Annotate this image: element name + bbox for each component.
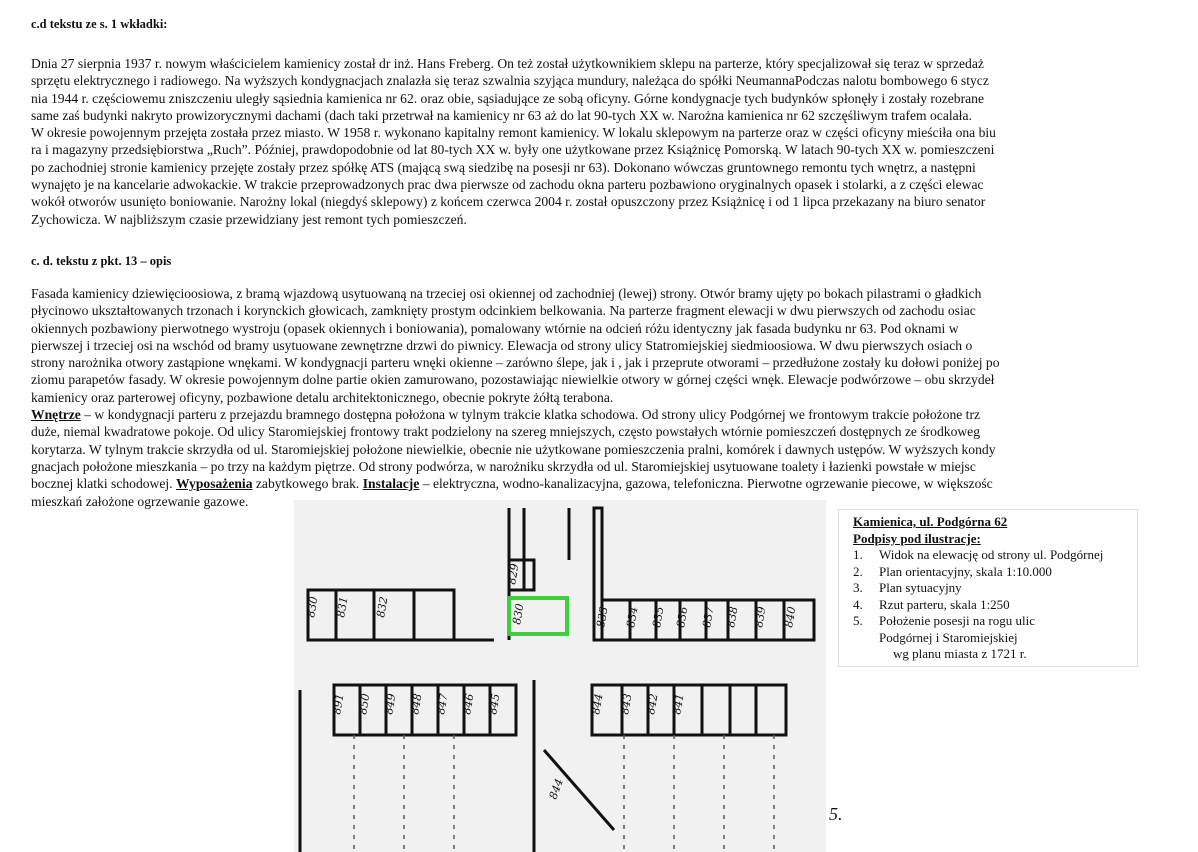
lot-number: 844 bbox=[546, 776, 567, 802]
label-wyposazenia: Wyposażenia bbox=[175, 476, 253, 492]
lot-number: 838 bbox=[724, 605, 741, 629]
historic-city-plan-map bbox=[294, 500, 826, 852]
lot-number: 891 bbox=[330, 692, 347, 716]
lot-number: 850 bbox=[356, 692, 373, 716]
text-line: pierwszej i trzeciej osi na wschód od bramy usytuowane zewnętrzne drzwi do piwnicy. Elewacja od strony ulicy Statromiejskiej siedmioosiowa. W dwu pierwszych osiach o bbox=[31, 337, 973, 353]
lot-number: 830 bbox=[304, 595, 321, 619]
caption-item-continuation: Podgórnej i Staromiejskiej bbox=[879, 629, 1018, 645]
figure-number: 5. bbox=[829, 804, 843, 824]
section-heading-continuation-2: c. d. tekstu z pkt. 13 – opis bbox=[31, 254, 172, 268]
lot-number: 848 bbox=[408, 692, 425, 716]
caption-item: 2. Plan orientacyjny, skala 1:10.000 bbox=[853, 563, 1052, 579]
lot-number: 834 bbox=[624, 605, 641, 629]
text-line: Dnia 27 sierpnia 1937 r. nowym właścicielem kamienicy został dr inż. Hans Freberg. On też został użytkownikiem sklepu na parterze, który specjalizował się teraz w sprzedaż bbox=[31, 56, 984, 71]
lot-number: 835 bbox=[650, 605, 667, 629]
lot-number: 843 bbox=[618, 692, 635, 716]
text-line: wynajęto je na kancelarie adwokackie. W trakcie przeprowadzonych prac dwa pierwsze od zachodu okna parteru pozbawiono oryginalnych opasek i stolarki, a z części elewac bbox=[31, 177, 984, 193]
history-paragraph bbox=[31, 55, 996, 228]
lot-number: 846 bbox=[460, 692, 477, 716]
text-line: mieszkań założone ogrzewanie gazowe. bbox=[31, 493, 249, 509]
caption-item: 5. Położenie posesji na rogu ulic bbox=[853, 613, 1035, 628]
text-line: ra i magazyny przedsiębiorstwa „Ruch”. Później, prawdopodobnie od lat 80-tych XX w. były one użytkowane przez Książnicę Pomorską. W latach 90-tych XX w. pomieszczeni bbox=[31, 142, 995, 158]
text-line: po zachodniej stronie kamienicy przejęte zostały przez spółkę ATS (mającą swą siedzibę na posesji nr 63). Dokonano wówczas gruntownego remontu tych wnętrz, a następni bbox=[31, 159, 976, 175]
lot-number: 841 bbox=[670, 692, 687, 716]
lot-number: 844 bbox=[589, 692, 606, 716]
lot-number: 832 bbox=[374, 595, 391, 619]
map-drawing bbox=[294, 500, 826, 852]
description-paragraph bbox=[31, 285, 1000, 510]
text-line: duże, niemal kwadratowe pokoje. Od ulicy Staromiejskiej frontowy trakt podzielony na szereg mniejszych, często powstałych wtórnie pomieszczeń dostępnych ze środkoweg bbox=[31, 424, 981, 440]
text-line: bocznej klatki schodowej. Wyposażenia zabytkowego brak. Instalacje – elektryczna, wodno-kanalizacyjna, gazowa, telefoniczna. Pierwotne ogrzewanie piecowe, w większośc bbox=[31, 476, 993, 492]
text-line: Wnętrze – w kondygnacji parteru z przejazdu bramnego dostępna położona w tylnym trakcie klatka schodowa. Od strony ulicy Podgórnej we frontowym trakcie położone trz bbox=[31, 407, 981, 423]
lot-number: 837 bbox=[700, 605, 717, 629]
lot-number: 847 bbox=[434, 692, 451, 716]
text-line: nia 1944 r. częściowemu zniszczeniu uległy sąsiednia kamienica nr 62. oraz obie, sąsiadujące ze sobą oficyny. Górne kondygnacje tych budynków spłonęły i zostały rozebrane bbox=[31, 90, 984, 106]
text-line: wokół otworów usunięto boniowanie. Narożny lokal (niegdyś sklepowy) z końcem czerwca 2004 r. został opuszczony przez Książnicę i od 1 lipca przekazany na biuro senator bbox=[31, 194, 986, 210]
text-line: same zaś budynki nakryto prowizorycznymi dachami (dach taki przetrwał na kamienicy nr 63 aż do lat 90-tych XX w. Narożna kamienica nr 62 szczęśliwym trafem ocalała. bbox=[31, 107, 972, 123]
label-instalacje: Instalacje bbox=[362, 476, 420, 492]
text-line: ziomu parapetów fasady. W okresie powojennym dolne partie okien zamurowano, pozostawiając niewielkie otwory w górnej części wnęk. Elewacje podwórzowe – obu skrzydeł bbox=[31, 372, 995, 388]
lot-number: 829 bbox=[505, 562, 522, 586]
lot-number: 845 bbox=[486, 692, 503, 716]
lot-number: 840 bbox=[782, 605, 799, 629]
text-line: kamienicy oraz parterowej oficyny, pozbawione detalu architektonicznego, obecnie pokryte żółtą terabona. bbox=[31, 389, 614, 405]
caption-subtitle: Podpisy pod ilustracje: bbox=[853, 530, 981, 546]
caption-item-continuation: wg planu miasta z 1721 r. bbox=[893, 646, 1027, 661]
lot-number: 849 bbox=[382, 692, 399, 716]
illustration-captions-box bbox=[838, 509, 1138, 667]
label-wnetrze: Wnętrze bbox=[31, 407, 81, 423]
lot-number: 842 bbox=[644, 692, 661, 716]
lot-number: 839 bbox=[752, 605, 769, 629]
text-line: W okresie powojennym przejęta została przez miasto. W 1958 r. wykonano kapitalny remont kamienicy. W lokalu sklepowym na parterze oraz w części oficyny mieściła ona biu bbox=[31, 125, 996, 141]
lot-number: 833 bbox=[594, 605, 611, 629]
text-line: Zychowicza. W najbliższym czasie przewidziany jest remont tych pomieszczeń. bbox=[31, 211, 467, 227]
caption-list bbox=[853, 547, 1131, 663]
caption-item: 4. Rzut parteru, skala 1:250 bbox=[853, 596, 1010, 612]
caption-item: 3. Plan sytuacyjny bbox=[853, 580, 962, 595]
text-line: sprzętu elektrycznego i radiowego. Na wyższych kondygnacjach znalazła się teraz szwalnia szyjąca mundury, należąca do spółki NeumannaPodczas nalotu bombowego 6 stycz bbox=[31, 73, 989, 89]
text-line: korytarza. W tylnym trakcie skrzydła od ul. Staromiejskiej położone niewielkie, obecnie nie użytkowane pomieszczenia pralni, komórek i dawnych ustępów. W wyższych kondy bbox=[31, 441, 996, 457]
section-heading-continuation-1: c.d tekstu ze s. 1 wkładki: bbox=[31, 17, 168, 31]
text-line: okiennych pozbawiony pierwotnego wystroju (opasek okiennych i boniowania), pomalowany wtórnie na odcień różu identyczny jak fasada budynku nr 63. Pod oknami w bbox=[31, 320, 959, 336]
caption-item: 1. Widok na elewację od strony ul. Podgórnej bbox=[853, 547, 1104, 562]
text-line: płycinowo ukształtowanych trzonach i korynckich głowicach, zamknięty prostym odcinkiem belkowania. Na parterze fragment elewacji w dwu pierwszych od zachodu osiac bbox=[31, 303, 976, 319]
text-line: Fasada kamienicy dziewięcioosiowa, z bramą wjazdową usytuowaną na trzeciej osi okiennej od zachodniej (lewej) strony. Otwór bramy ujęty po bokach pilastrami o gładkich bbox=[31, 286, 982, 301]
lot-number: 836 bbox=[674, 605, 691, 629]
caption-title: Kamienica, ul. Podgórna 62 bbox=[853, 514, 1008, 529]
text-line: gnacjach położone mieszkania – po trzy na każdym piętrze. Od strony podwórza, w narożniku skrzydła od ul. Staromiejskiej usytuowane toalety i łazienki powstałe w miejsc bbox=[31, 458, 976, 474]
lot-number: 831 bbox=[334, 595, 351, 619]
text-line: strony narożnika otwory zastąpione wnękami. W kondygnacji parteru wnęki okienne – zarówno ślepe, jak i , jak i przeprute otworami – przedłużone zostały ku dołowi poniżej po bbox=[31, 355, 1000, 371]
lot-number: 830 bbox=[510, 602, 527, 626]
